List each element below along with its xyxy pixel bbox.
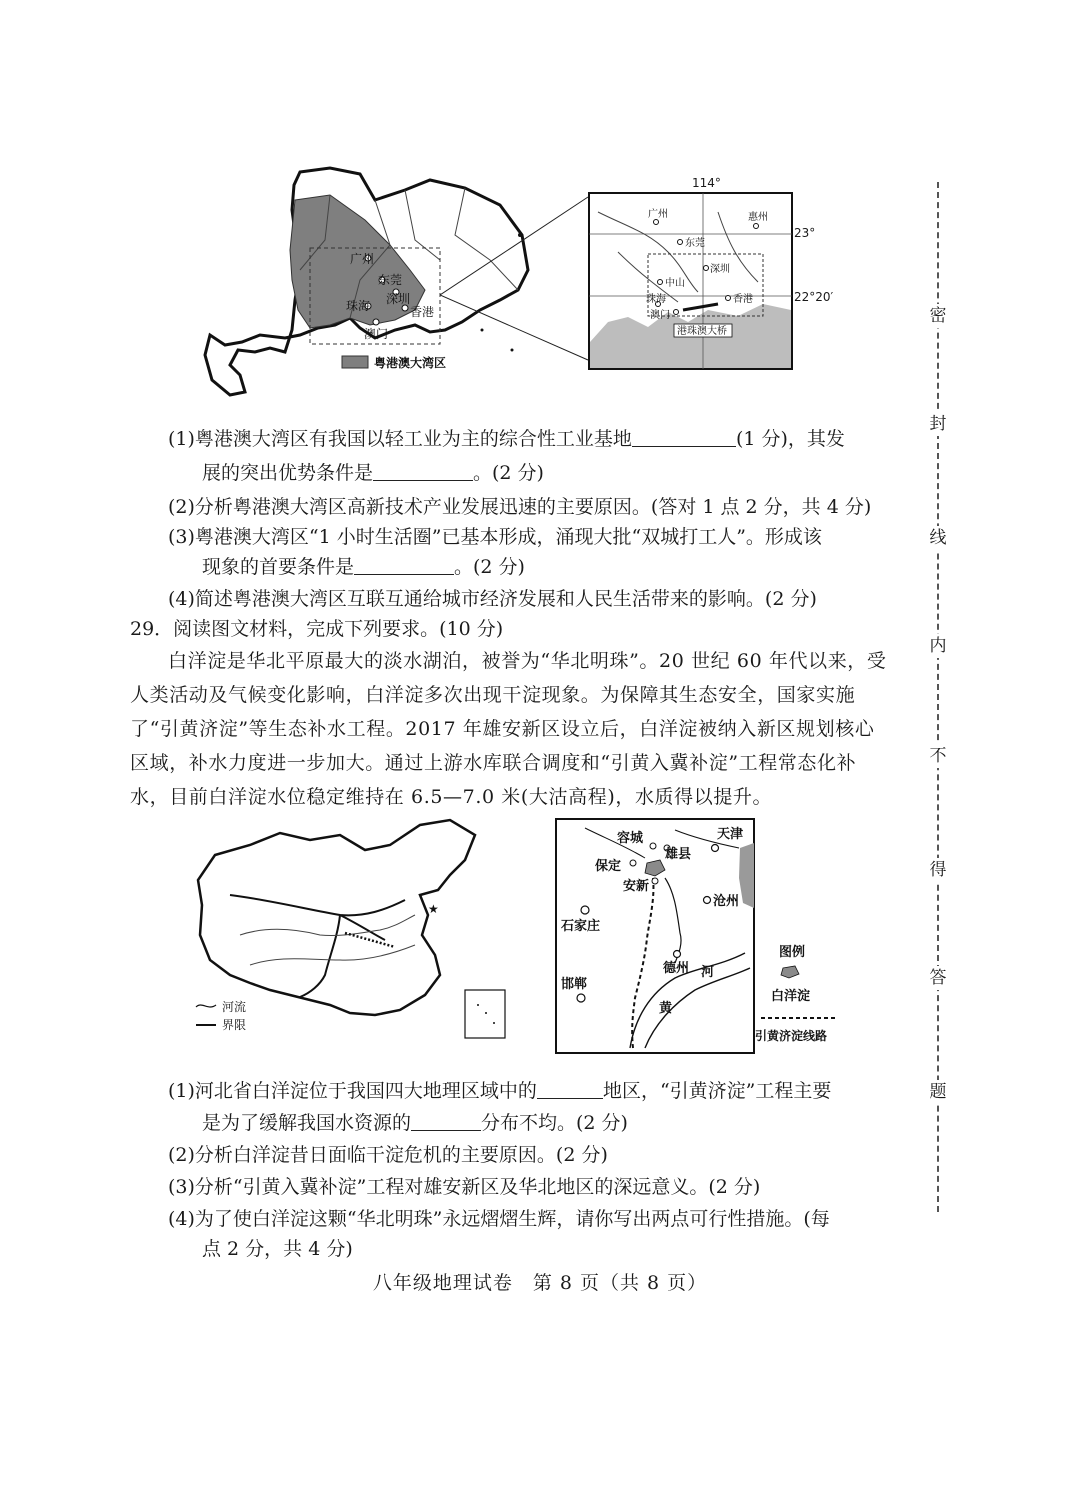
map2-city-huizhou: 惠州 [748,212,768,223]
map1-city-zhuhai: 珠海 [346,299,371,313]
map1-city-hongkong: 香港 [410,305,435,319]
legend-boundary-label: 界限 [222,1018,247,1032]
q28-sub2-text: 分析粤港澳大湾区高新技术产业发展迅速的主要原因。(答对 1 点 2 分，共 4 分) [194,496,872,518]
legend-route-label: 引黄济淀线路 [755,1029,828,1043]
seal-char-8: 题 [926,1080,950,1104]
china-map [190,815,510,1040]
map4-city-handan: 邯郸 [561,977,588,992]
map2-city-guangzhou: 广州 [648,209,668,220]
map4-city-anxin: 安新 [623,879,650,894]
inset-connector [440,195,590,365]
lat-label-23: 23° [794,226,816,240]
map1-city-shenzhen: 深圳 [386,292,411,306]
q28-sub1-text-a: 粤港澳大湾区有我国以轻工业为主的综合性工业基地 [194,428,632,450]
map2-city-macao: 澳门 [650,310,670,321]
map2-city-zhongshan: 中山 [665,278,685,289]
q28-sub2-num: (2) [168,496,195,518]
bridge-label: 港珠澳大桥 [677,326,727,337]
map1-city-dongguan: 东莞 [378,273,403,287]
q28-sub1-line2 [202,456,544,490]
legend-title: 图例 [779,945,806,960]
q28-sub4-text: 简述粤港澳大湾区互联互通给城市经济发展和人民生活带来的影响。(2 分) [194,588,817,610]
q28-sub1-text-d: 。(2 分) [473,462,544,484]
q28-sub4 [168,582,817,616]
lon-label: 114° [692,176,721,190]
map2-city-dongguan: 东莞 [685,238,705,249]
q29-sub4-num: (4) [168,1208,195,1230]
q29-sub3-num: (3) [168,1176,195,1198]
q29-sub4-line1 [168,1202,830,1236]
q28-sub1-blank2[interactable] [373,460,473,481]
q29-sub1-text-d: 分布不均。(2 分) [481,1112,628,1134]
q28-sub1-text-c: 展的突出优势条件是 [202,462,374,484]
legend-river-label: 河流 [222,1000,247,1014]
baiyangdian-map [555,818,755,1054]
q29-sub2 [168,1138,608,1172]
seal-char-1: 密 [926,304,950,328]
seal-dashed-line [937,182,939,1212]
legend-lake-label: 白洋淀 [771,989,811,1004]
map1-city-macao: 澳门 [364,327,389,341]
gba-legend-swatch [342,356,368,368]
q28-sub3-text-b: 现象的首要条件是 [202,556,355,578]
q29-sub1-text-c: 是为了缓解我国水资源的 [202,1112,412,1134]
q28-sub1-blank1[interactable] [632,426,736,447]
q28-sub1-text-b: (1 分)，其发 [735,428,845,450]
beijing-star-icon: ★ [428,902,439,916]
q28-sub4-num: (4) [168,588,195,610]
q28-sub1-num: (1) [168,428,195,450]
q29-sub1-line1 [168,1074,831,1108]
q29-sub1-line2 [202,1106,628,1140]
q29-sub2-text: 分析白洋淀昔日面临干淀危机的主要原因。(2 分) [194,1144,608,1166]
river-char-he: 河 [701,965,715,980]
seal-char-7: 答 [926,966,950,990]
q29-sub1-num: (1) [168,1080,195,1102]
q29-sub4-line2: 点 2 分，共 4 分) [202,1238,353,1260]
q29-paragraph: 白洋淀是华北平原最大的淡水湖泊，被誉为“华北明珠”。20 世纪 60 年代以来，受人类活动及气候变化影响，白洋淀多次出现干淀现象。为保障其生态安全，国家实施了“引黄济淀”等生态补水工程。2017 年雄安新区设立后，白洋淀被纳入新区规划核心区域，补水力度进一步加大。通过上游水库联合调度和“引黄入冀补淀”工程常态化补水，目前白洋淀水位稳定维持在 6.5—7.0 米(大沽高程)，水质得以提升。 [130,650,887,808]
q29-sub4-text-a: 为了使白洋淀这颗“华北明珠”永远熠熠生辉，请你写出两点可行性措施。(每 [194,1208,830,1230]
page-footer: 八年级地理试卷 第 8 页（共 8 页） [372,1272,708,1294]
seal-char-4: 内 [926,634,950,658]
map2-city-hongkong: 香港 [733,294,753,305]
q28-sub3-text-c: 。(2 分) [454,556,525,578]
map2-city-zhuhai: 珠海 [646,294,666,305]
map1-city-guangzhou: 广州 [350,252,375,266]
seal-char-2: 封 [926,412,950,436]
map4-city-rongcheng: 容城 [617,831,644,846]
q29-sub2-num: (2) [168,1144,195,1166]
seal-char-6: 得 [926,858,950,882]
q29-sub1-text-a: 河北省白洋淀位于我国四大地理区域中的 [194,1080,537,1102]
map2-city-shenzhen: 深圳 [710,264,730,275]
map4-city-tianjin: 天津 [717,827,744,842]
q29-sub1-blank1[interactable] [537,1078,603,1099]
gba-legend-label: 粤港澳大湾区 [374,356,447,370]
q28-sub2 [168,490,871,524]
q29-heading: 29．阅读图文材料，完成下列要求。(10 分) [130,618,504,640]
gba-inset-map [588,192,793,370]
q28-sub3-line1 [168,520,822,554]
map4-city-shijiazhuang: 石家庄 [561,919,601,934]
lat-label-2220: 22°20′ [794,290,834,304]
seal-char-3: 线 [926,526,950,550]
q29-sub1-text-b: 地区，“引黄济淀”工程主要 [602,1080,832,1102]
baiyangdian-legend [755,938,855,1048]
q28-sub3-num: (3) [168,526,195,548]
q28-sub1-line1 [168,422,845,456]
q28-sub3-line2 [202,550,525,584]
map4-city-xiongxian: 雄县 [665,847,692,862]
river-char-huang: 黄 [659,1001,673,1016]
q29-sub1-blank2[interactable] [411,1110,481,1131]
q29-sub3-text: 分析“引黄入冀补淀”工程对雄安新区及华北地区的深远意义。(2 分) [194,1176,761,1198]
q28-sub3-text-a: 粤港澳大湾区“1 小时生活圈”已基本形成，涌现大批“双城打工人”。形成该 [194,526,822,548]
q28-sub3-blank[interactable] [354,554,454,575]
q29-sub3 [168,1170,760,1204]
map4-city-dezhou: 德州 [663,961,690,976]
map4-city-cangzhou: 沧州 [713,894,740,909]
lake-swatch-icon [781,966,799,978]
map4-city-baoding: 保定 [595,859,622,874]
seal-char-5: 不 [926,744,950,768]
